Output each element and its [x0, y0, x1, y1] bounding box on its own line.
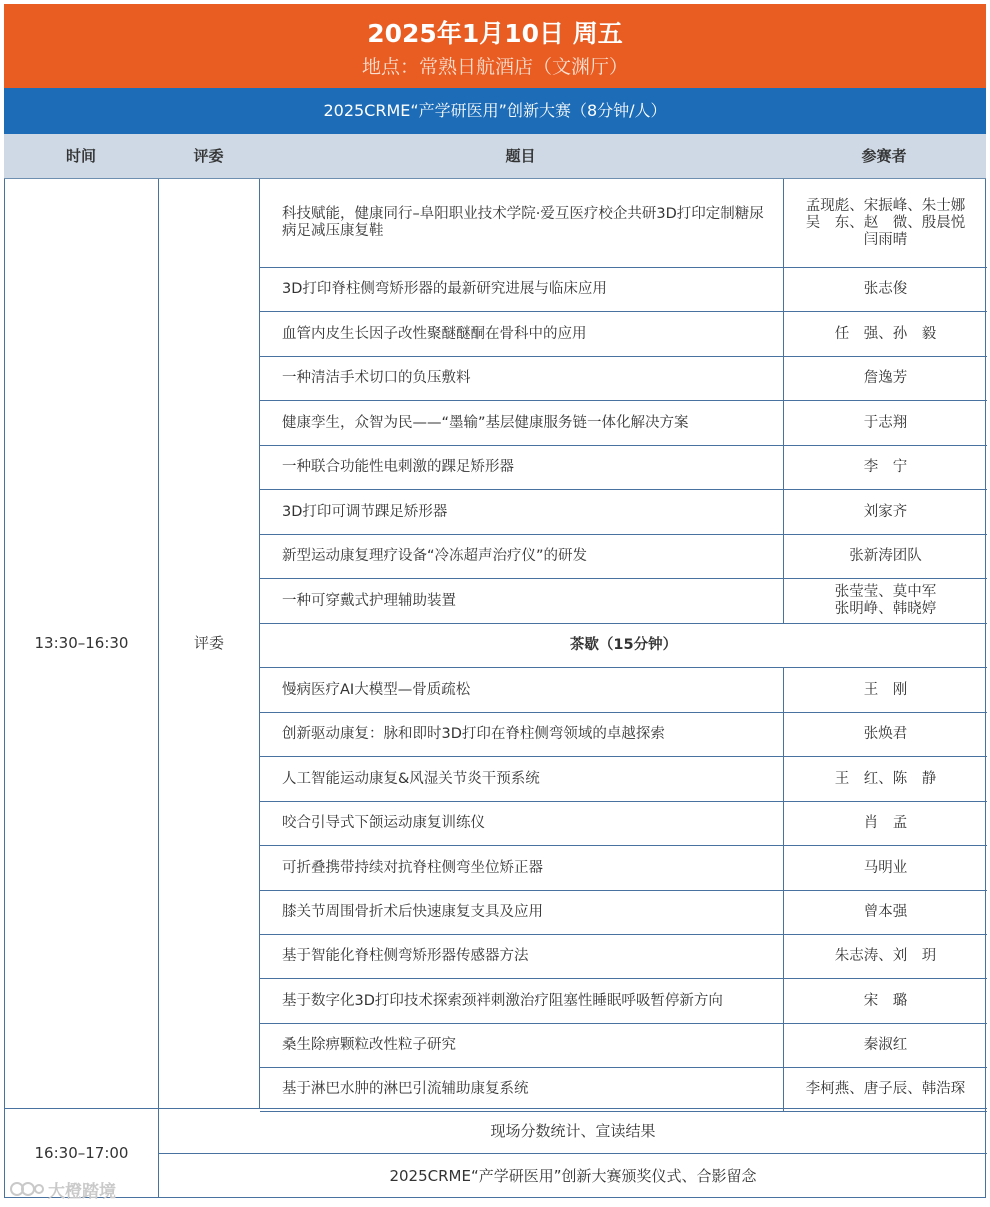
header-participant: 参赛者: [861, 147, 907, 165]
tea-break-row: [260, 624, 987, 668]
row-participant: 王 刚: [783, 668, 987, 712]
row-topic: 科技赋能，健康同行–阜阳职业技术学院·爱互医疗校企共研3D打印定制糖尿病足减压康复鞋: [282, 206, 764, 239]
header-time: 时间: [65, 147, 96, 165]
table-row: [260, 668, 987, 713]
tea-break-label: 茶歇（15分钟）: [569, 637, 678, 653]
table-row: [260, 1024, 987, 1068]
row-topic: 3D打印可调节踝足矫形器: [282, 503, 448, 520]
row-topic: 可折叠携带持续对抗脊柱侧弯坐位矫正器: [282, 859, 543, 876]
table-row: [260, 446, 987, 490]
row-topic: 膝关节周围骨折术后快速康复支具及应用: [282, 904, 543, 920]
table-row: [260, 846, 987, 891]
row-topic: 人工智能运动康复&风湿关节炎干预系统: [282, 770, 540, 787]
row-topic: 创新驱动康复：脉和即时3D打印在脊柱侧弯领域的卓越探索: [282, 726, 665, 742]
table-row: [260, 401, 987, 446]
row-topic: 健康孪生，众智为民——“墨输”基层健康服务链一体化解决方案: [282, 414, 689, 431]
row-participant: 任 强、孙 毅: [783, 312, 987, 356]
table-row: [260, 312, 987, 357]
table-row: [260, 757, 987, 802]
table-row: [260, 268, 987, 312]
table-row: [260, 535, 987, 579]
row-topic: 3D打印脊柱侧弯矫形器的最新研究进展与临床应用: [282, 281, 607, 297]
row-topic: 基于数字化3D打印技术探索颈袢刺激治疗阻塞性睡眠呼吸暂停新方向: [282, 992, 723, 1009]
row-participant: 朱志涛、刘 玥: [783, 935, 987, 978]
row-topic: 慢病医疗AI大模型—骨质疏松: [282, 681, 471, 698]
row-participant: 曾本强: [783, 891, 987, 934]
row-topic: 桑生除痹颗粒改性粒子研究: [282, 1037, 456, 1053]
session-judge: 评委: [193, 634, 224, 652]
event-date: 2025年1月10日 周五: [367, 19, 623, 48]
closing-item-ceremony: 2025CRME“产学研医用”创新大赛颁奖仪式、合影留念: [389, 1167, 757, 1185]
row-topic: 一种可穿戴式护理辅助装置: [282, 592, 456, 609]
row-topic: 新型运动康复理疗设备“冷冻超声治疗仪”的研发: [282, 548, 588, 564]
row-participant: 孟现彪、宋振峰、朱士娜 吴 东、赵 微、殷晨悦 闫雨晴: [783, 179, 987, 267]
row-participant: 刘家齐: [783, 490, 987, 534]
row-participant: 李柯燕、唐子辰、韩浩琛: [783, 1068, 987, 1111]
watermark-text: 大橙踏境: [48, 1181, 116, 1202]
table-row: [260, 979, 987, 1024]
section-title: 2025CRME“产学研医用”创新大赛（8分钟/人）: [4, 88, 986, 134]
table-row: [260, 891, 987, 935]
table-header: [4, 134, 986, 179]
row-participant: 王 红、陈 静: [783, 757, 987, 801]
row-participant: 肖 孟: [783, 802, 987, 845]
row-participant: 张志俊: [783, 268, 987, 311]
date-banner: [4, 4, 986, 88]
watermark: [8, 1176, 116, 1202]
row-participant: 李 宁: [783, 446, 987, 489]
table-row: [260, 357, 987, 401]
row-participant: 马明业: [783, 846, 987, 890]
row-participant: 秦淑红: [783, 1024, 987, 1067]
event-venue: 地点：常熟日航酒店（文渊厅）: [361, 56, 628, 78]
table-row: [260, 802, 987, 846]
table-row: [260, 713, 987, 757]
closing-item-results: 现场分数统计、宣读结果: [490, 1122, 656, 1140]
watermark-logo-icon: [8, 1180, 44, 1198]
row-topic: 血管内皮生长因子改性聚醚醚酮在骨科中的应用: [282, 325, 587, 342]
header-judge: 评委: [193, 147, 224, 165]
table-row: [260, 1068, 987, 1112]
row-topic: 咬合引导式下颌运动康复训练仪: [282, 815, 485, 831]
table-row: [260, 179, 987, 268]
row-participant: 于志翔: [783, 401, 987, 445]
row-topic: 一种清洁手术切口的负压敷料: [282, 370, 471, 386]
closing-time: 16:30–17:00: [34, 1144, 129, 1162]
table-row: [260, 490, 987, 535]
table-row: [260, 935, 987, 979]
row-participant: 张莹莹、莫中军 张明峥、韩晓婷: [783, 579, 987, 623]
header-topic: 题目: [505, 147, 536, 165]
row-participant: 张新涛团队: [783, 535, 987, 578]
session-time: 13:30–16:30: [34, 634, 129, 652]
schedule-table: [4, 179, 986, 1198]
row-topic: 一种联合功能性电刺激的踝足矫形器: [282, 459, 514, 475]
table-row: [260, 579, 987, 624]
row-participant: 詹逸芳: [783, 357, 987, 400]
row-participant: 宋 璐: [783, 979, 987, 1023]
row-topic: 基于智能化脊柱侧弯矫形器传感器方法: [282, 948, 529, 964]
row-topic: 基于淋巴水肿的淋巴引流辅助康复系统: [282, 1081, 529, 1097]
row-participant: 张焕君: [783, 713, 987, 756]
